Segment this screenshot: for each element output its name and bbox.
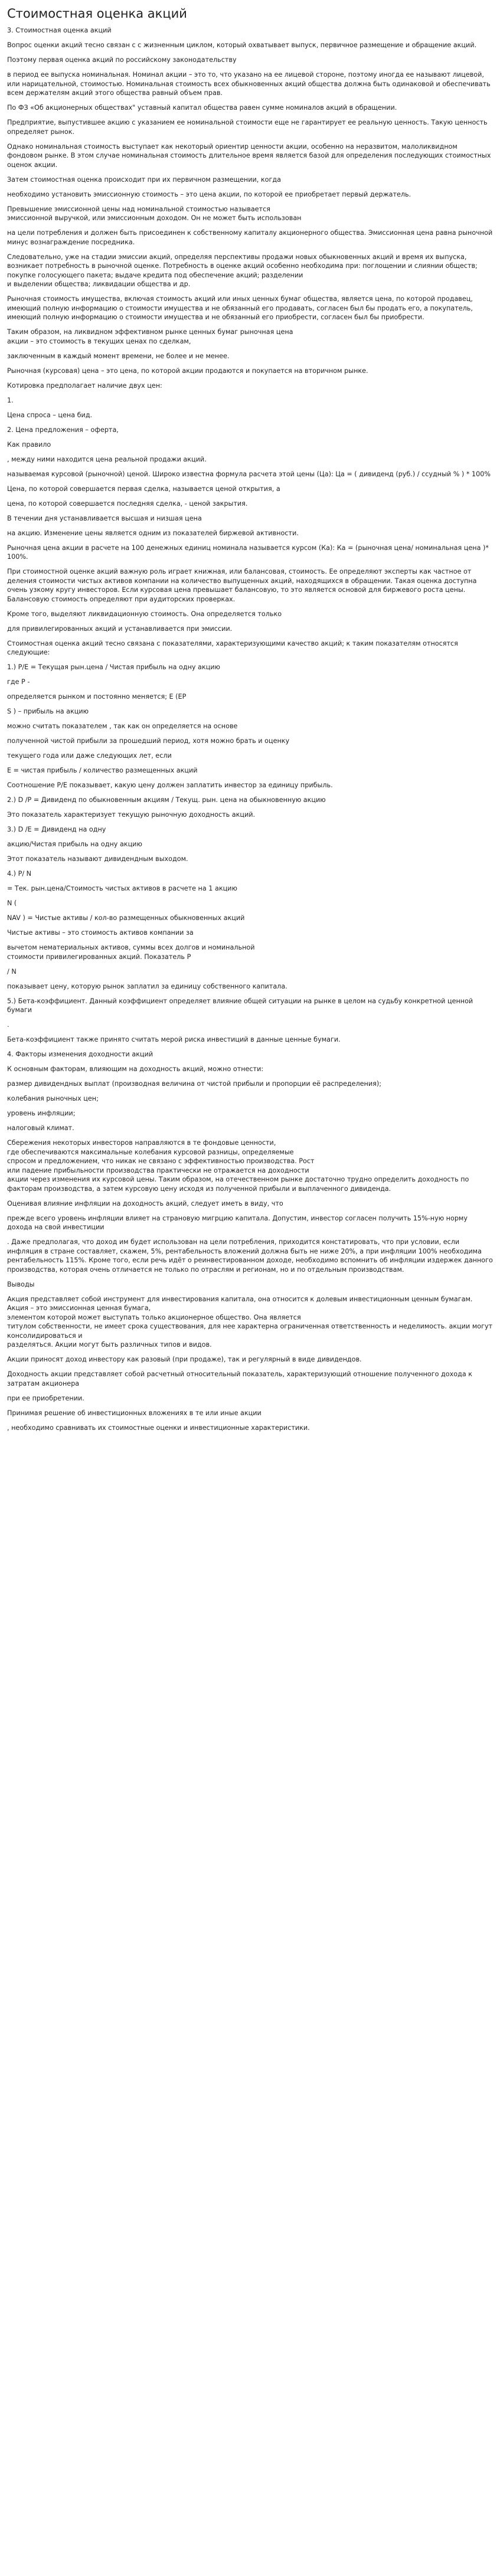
paragraph: По ФЗ «Об акционерных обществах" уставный капитал общества равен сумме номиналов акций в обращении. — [7, 104, 397, 112]
paragraph: Котировка предполагает наличие двух цен: — [7, 381, 162, 389]
paragraph: . — [7, 1021, 9, 1029]
paragraph: налоговый климат. — [7, 1124, 74, 1132]
paragraph: 4.) P/ N — [7, 870, 32, 878]
paragraph: Доходность акции представляет собой расчетный относительный показатель, характеризующий отношение полученного дохода к затратам акционера — [7, 1370, 473, 1387]
paragraph: Принимая решение об инвестиционных вложениях в те или иные акции — [7, 1409, 262, 1417]
paragraph: Таким образом, на ликвидном эффективном рынке ценных бумаг рыночная цена акции – это стоимость в текущих ценах по сделкам, — [7, 328, 293, 345]
paragraph: Это показатель характеризует текущую рыночную доходность акций. — [7, 811, 256, 819]
paragraph: 2.) D /P = Дивиденд по обыкновенным акциям / Текущ. рын. цена на обыкновенную акцию — [7, 796, 326, 804]
paragraph: N ( — [7, 899, 17, 907]
paragraph: размер дивидендных выплат (производная величина от чистой прибыли и пропорции её распределения); — [7, 1080, 381, 1088]
paragraph: акцию/Чистая прибыль на одну акцию — [7, 840, 142, 848]
paragraph: Предприятие, выпустившее акцию с указанием ее номинальной стоимости еще не гарантирует ее реальную ценность. Такую ценность определяет рынок. — [7, 119, 488, 136]
paragraph: называемая курсовой (рыночной) ценой. Широко известна формула расчета этой цены (Цa): Цa = ( дивиденд (руб.) / ссудный % ) * 100% — [7, 470, 491, 478]
paragraph: определяется рынком и постоянно меняется; E (EP — [7, 693, 187, 701]
paragraph: Однако номинальная стоимость выступает как некоторый ориентир ценности акции, особенно на неразвитом, малоликвидном фондовом рынке. В этом случае номинальная стоимость длительное время является базой для определения последующих стоимостных оценок акции. — [7, 142, 491, 169]
paragraph: NAV ) = Чистые активы / кол-во размещенных обыкновенных акций — [7, 914, 245, 922]
paragraph: Чистые активы – это стоимость активов компании за — [7, 929, 194, 937]
paragraph: В течении дня устанавливается высшая и низшая цена — [7, 514, 202, 522]
paragraph: Бета-коэффициент также принято считать мерой риска инвестиций в данные ценные бумаги. — [7, 1036, 341, 1043]
paragraph: 3. Стоимостная оценка акций — [7, 27, 112, 34]
paragraph: Оценивая влияние инфляции на доходность акций, следует иметь в виду, что — [7, 1199, 283, 1207]
paragraph: на акцию. Изменение цены является одним из показателей биржевой активности. — [7, 529, 299, 537]
paragraph: Цена, по которой совершается первая сделка, называется ценой открытия, а — [7, 485, 280, 493]
paragraph: Рыночная (курсовая) цена – это цена, по которой акции продаются и покупается на вторичном рынке. — [7, 366, 368, 375]
paragraph: на цели потребления и должен быть присоединен к собственному капиталу акционерного общества. Эмиссионная цена равна рыночной минус вознаграждение посредника. — [7, 229, 493, 246]
paragraph: S ) – прибыль на акцию — [7, 708, 89, 715]
paragraph: текущего года или даже следующих лет, если — [7, 752, 172, 760]
paragraph: Выводы — [7, 1280, 35, 1288]
paragraph: при ее приобретении. — [7, 1394, 84, 1402]
paragraph: Затем стоимостная оценка происходит при их первичном размещении, когда — [7, 175, 281, 184]
paragraph: 1.) P/E = Текущая рын.цена / Чистая прибыль на одну акцию — [7, 663, 220, 671]
page-title: Стоимостная оценка акций — [7, 6, 187, 21]
paragraph: уровень инфляции; — [7, 1109, 76, 1117]
paragraph: 3.) D /E = Дивиденд на одну — [7, 826, 106, 833]
paragraph: показывает цену, которую рынок заплатил за единицу собственного капитала. — [7, 982, 287, 990]
paragraph: Превышение эмиссионной цены над номинальной стоимостью называется эмиссионной выручкой, или эмиссионным доходом. Он не может быть использован — [7, 205, 302, 222]
paragraph: необходимо установить эмиссионную стоимость – это цена акции, по которой ее приобретает первый держатель. — [7, 190, 411, 198]
paragraph: Как правило — [7, 440, 51, 449]
paragraph: прежде всего уровень инфляции влияет на страновую мигрцию капитала. Допустим, инвестор согласен получить 15%-ную норму дохода на свой инвестиции — [7, 1214, 468, 1231]
paragraph: Кроме того, выделяют ликвидационную стоимость. Она определяется только — [7, 610, 282, 618]
paragraph: . Даже предполагая, что доход им будет использован на цели потребления, приходится констатировать, что при условии, если инфляция в стране составляет, скажем, 5%, рентабельность вложений должна быть не ниже 20%, а при инфляции 100% необходима рентабельность 115%. Кроме того, если речь идёт о реинвестированном доходе, необходимо вспомнить об инфляции издержек данного производства, которая очень отличается не только по отраслям и регионам, но и по отдельным производствам. — [7, 1238, 493, 1274]
paragraph: Соотношение P/E показывает, какую цену должен заплатить инвестор за единицу прибыль. — [7, 781, 333, 789]
paragraph: 1. — [7, 396, 14, 404]
paragraph: , между ними находится цена реальной продажи акций. — [7, 455, 207, 463]
paragraph: 5.) Бета-коэффициент. Данный коэффициент определяет влияние общей ситуации на рынке в целом на судьбу конкретной ценной бумаги — [7, 997, 473, 1014]
paragraph: цена, по которой совершается последняя сделка, - ценой закрытия. — [7, 499, 248, 508]
article-body — [7, 26, 493, 1432]
paragraph: Этот показатель называют дивидендным выходом. — [7, 855, 188, 863]
paragraph: Сбережения некоторых инвесторов направляются в те фондовые ценности, где обеспечиваются максимальные колебания курсовой разницы, определяемые спросом и предложением, что никак не связано с эффективностью производства. Рост или падение прибыльности производства практически не отражается на доходности акции через изменения их курсовой цены. Таким образом, на отечественном рынке достаточно трудно определить доходность по факторам производства, а затем курсовую цену исходя из полученной прибыли и выплаченного дивиденда. — [7, 1139, 469, 1193]
paragraph: полученной чистой прибыли за прошедший период, хотя можно брать и оценку — [7, 737, 290, 745]
paragraph: Вопрос оценки акций тесно связан с с жизненным циклом, который охватывает выпуск, первичное размещение и обращение акций. — [7, 41, 477, 49]
paragraph: При стоимостной оценке акций важную роль играет книжная, или балансовая, стоимость. Ее определяют эксперты как частное от деления стоимости чистых активов компании на количество выпущенных акций, находящихся в обращении. Такая оценка доступна очень узкому кругу инвесторов. Если курсовая цена превышает балансовую, то это является основой для биржевого роста цены. Балансовую стоимость определяют при аудиторских проверках. — [7, 568, 477, 603]
paragraph: вычетом нематериальных активов, суммы всех долгов и номинальной стоимости привилегированных акций. Показатель P — [7, 944, 255, 961]
paragraph: для привилегированных акций и устанавливается при эмиссии. — [7, 624, 233, 633]
paragraph: Стоимостная оценка акций тесно связана с показателями, характеризующими качество акций; к таким показателям относятся следующие: — [7, 639, 458, 656]
paragraph: в период ее выпуска номинальная. Номинал акции – это то, что указано на ее лицевой стороне, поэтому иногда ее называют лицевой, или нарицательной, стоимостью. Номинальная стоимость всех обыкновенных акций общества должна быть одинаковой и обеспечивать всем держателям акций этого общества равный объем прав. — [7, 71, 491, 97]
paragraph: E = чистая прибыль / количество размещенных акций — [7, 767, 198, 774]
paragraph: Акции приносят доход инвестору как разовый (при продаже), так и регулярный в виде дивидендов. — [7, 1356, 362, 1363]
paragraph: колебания рыночных цен; — [7, 1095, 99, 1102]
paragraph: 2. Цена предложения – оферта, — [7, 425, 119, 434]
paragraph: / N — [7, 967, 17, 976]
paragraph: К основным факторам, влияющим на доходность акций, можно отнести: — [7, 1065, 264, 1073]
paragraph: можно считать показателем , так как он определяется на основе — [7, 722, 238, 730]
paragraph: = Тек. рын.цена/Стоимость чистых активов в расчете на 1 акцию — [7, 885, 237, 892]
paragraph: , необходимо сравнивать их стоимостные оценки и инвестиционные характеристики. — [7, 1423, 310, 1432]
paragraph: Акция представляет собой инструмент для инвестирования капитала, она относится к долевым инвестиционным ценным бумагам. Акция – это эмиссионная ценная бумага, элементом которой может выступать только акционерное общество. Она является титулом собственности, не имеет срока существования, для нее характерна ограниченная ответственность и неделимость. акции могут консолидироваться и разделяться. Акции могут быть различных типов и видов. — [7, 1295, 493, 1348]
paragraph: заключенным в каждый момент времени, не более и не менее. — [7, 352, 230, 360]
paragraph: Рыночная стоимость имущества, включая стоимость акций или иных ценных бумаг общества, является цена, по которой продавец, имеющий полную информацию о стоимости имущества и не обязанный его продавать, согласен был бы продать его, а покупатель, имеющий полную информацию о стоимости имущества и не обязанный его приобрести, согласен был бы приобрести. — [7, 295, 473, 321]
paragraph: 4. Факторы изменения доходности акций — [7, 1050, 153, 1058]
paragraph: Следовательно, уже на стадии эмиссии акций, определяя перспективы продажи новых обыкновенных акций и время их выпуска, возникает потребность в рыночной оценке. Потребность в оценке акций особенно необходима при: поглощении и слиянии обществ; покупке голосующего пакета; выдаче кредита под обеспечение акций; разделении и выделении общества; ликвидации общества и др. — [7, 253, 478, 288]
paragraph: Цена спроса – цена бид. — [7, 411, 93, 419]
paragraph: где P - — [7, 678, 30, 686]
paragraph: Рыночная цена акции в расчете на 100 денежных единиц номинала называется курсом (Ка): Ка = (рыночная цена/ номинальная цена )* 100%. — [7, 544, 489, 561]
paragraph: Поэтому первая оценка акций по российскому законодательству — [7, 56, 237, 64]
